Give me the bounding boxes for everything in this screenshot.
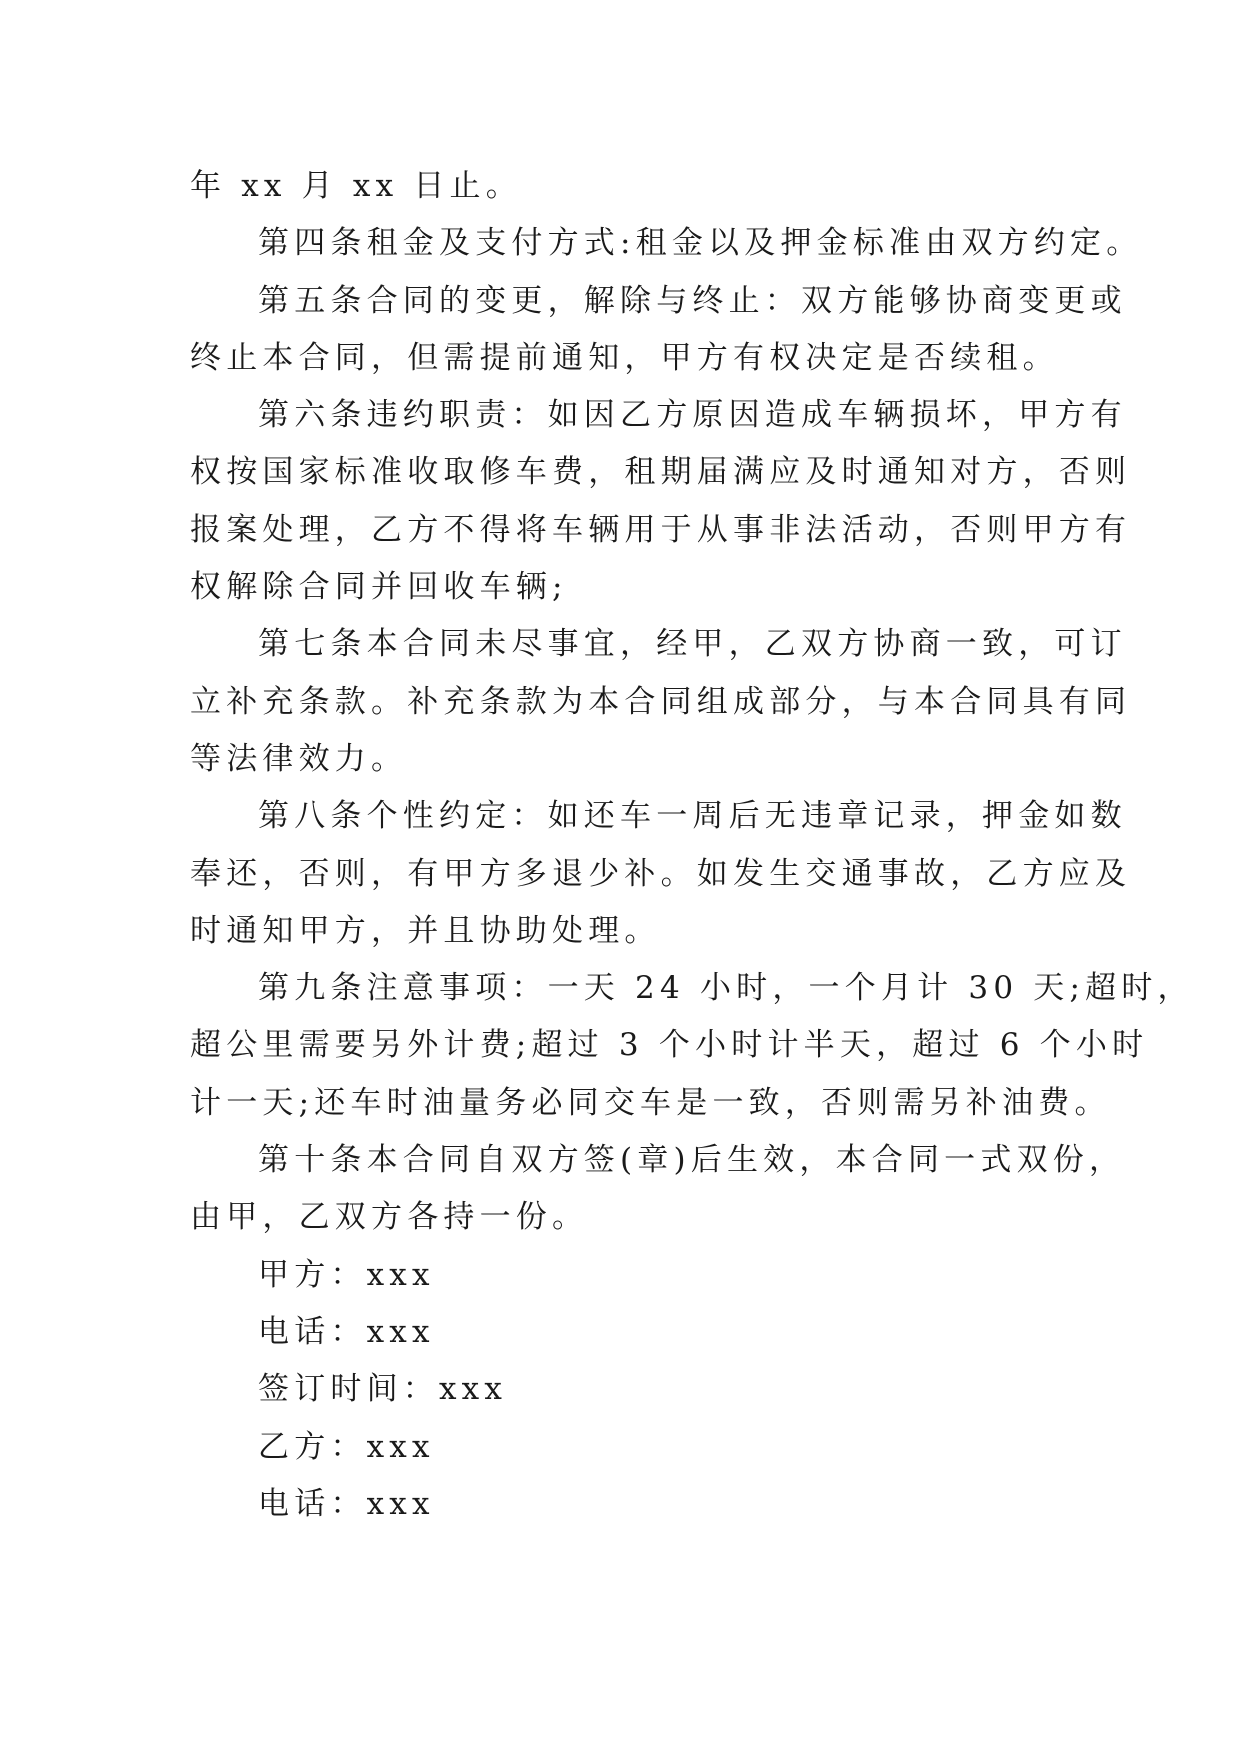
signature-phone-a: 电话：xxx [258, 1313, 435, 1350]
text-line: 超公里需要另外计费;超过 3 个小时计半天，超过 6 个小时 [190, 1027, 1149, 1064]
signature-date: 签订时间：xxx [258, 1371, 508, 1408]
contract-text [190, 158, 1194, 1533]
text-line: 奉还，否则，有甲方多退少补。如发生交通事故，乙方应及 [190, 855, 1132, 892]
text-line: 权按国家标准收取修车费，租期届满应及时通知对方，否则 [190, 454, 1132, 491]
text-line: 等法律效力。 [190, 740, 408, 777]
text-line: 第六条违约职责：如因乙方原因造成车辆损坏，甲方有 [258, 397, 1127, 434]
text-line: 报案处理，乙方不得将车辆用于从事非法活动，否则甲方有 [190, 511, 1132, 548]
text-line: 第十条本合同自双方签(章)后生效，本合同一式双份， [258, 1142, 1126, 1179]
text-line: 第七条本合同未尽事宜，经甲，乙双方协商一致，可订 [258, 626, 1127, 663]
text-line: 第八条个性约定：如还车一周后无违章记录，押金如数 [258, 798, 1127, 835]
text-line: 第九条注意事项：一天 24 小时，一个月计 30 天;超时， [258, 970, 1194, 1007]
text-line: 由甲，乙双方各持一份。 [190, 1199, 589, 1236]
text-line: 时通知甲方，并且协助处理。 [190, 912, 661, 949]
text-line: 年 xx 月 xx 日止。 [190, 168, 522, 204]
text-line: 计一天;还车时油量务必同交车是一致，否则需另补油费。 [190, 1084, 1111, 1121]
text-line: 第五条合同的变更，解除与终止：双方能够协商变更或 [258, 282, 1127, 319]
signature-party-a: 甲方：xxx [258, 1256, 435, 1293]
signature-phone-b: 电话：xxx [258, 1485, 435, 1522]
text-line: 权解除合同并回收车辆; [190, 569, 568, 606]
signature-party-b: 乙方：xxx [258, 1428, 435, 1465]
text-line: 第四条租金及支付方式:租金以及押金标准由双方约定。 [258, 225, 1143, 262]
text-line: 终止本合同，但需提前通知，甲方有权决定是否续租。 [190, 339, 1059, 376]
text-line: 立补充条款。补充条款为本合同组成部分，与本合同具有同 [190, 683, 1132, 720]
